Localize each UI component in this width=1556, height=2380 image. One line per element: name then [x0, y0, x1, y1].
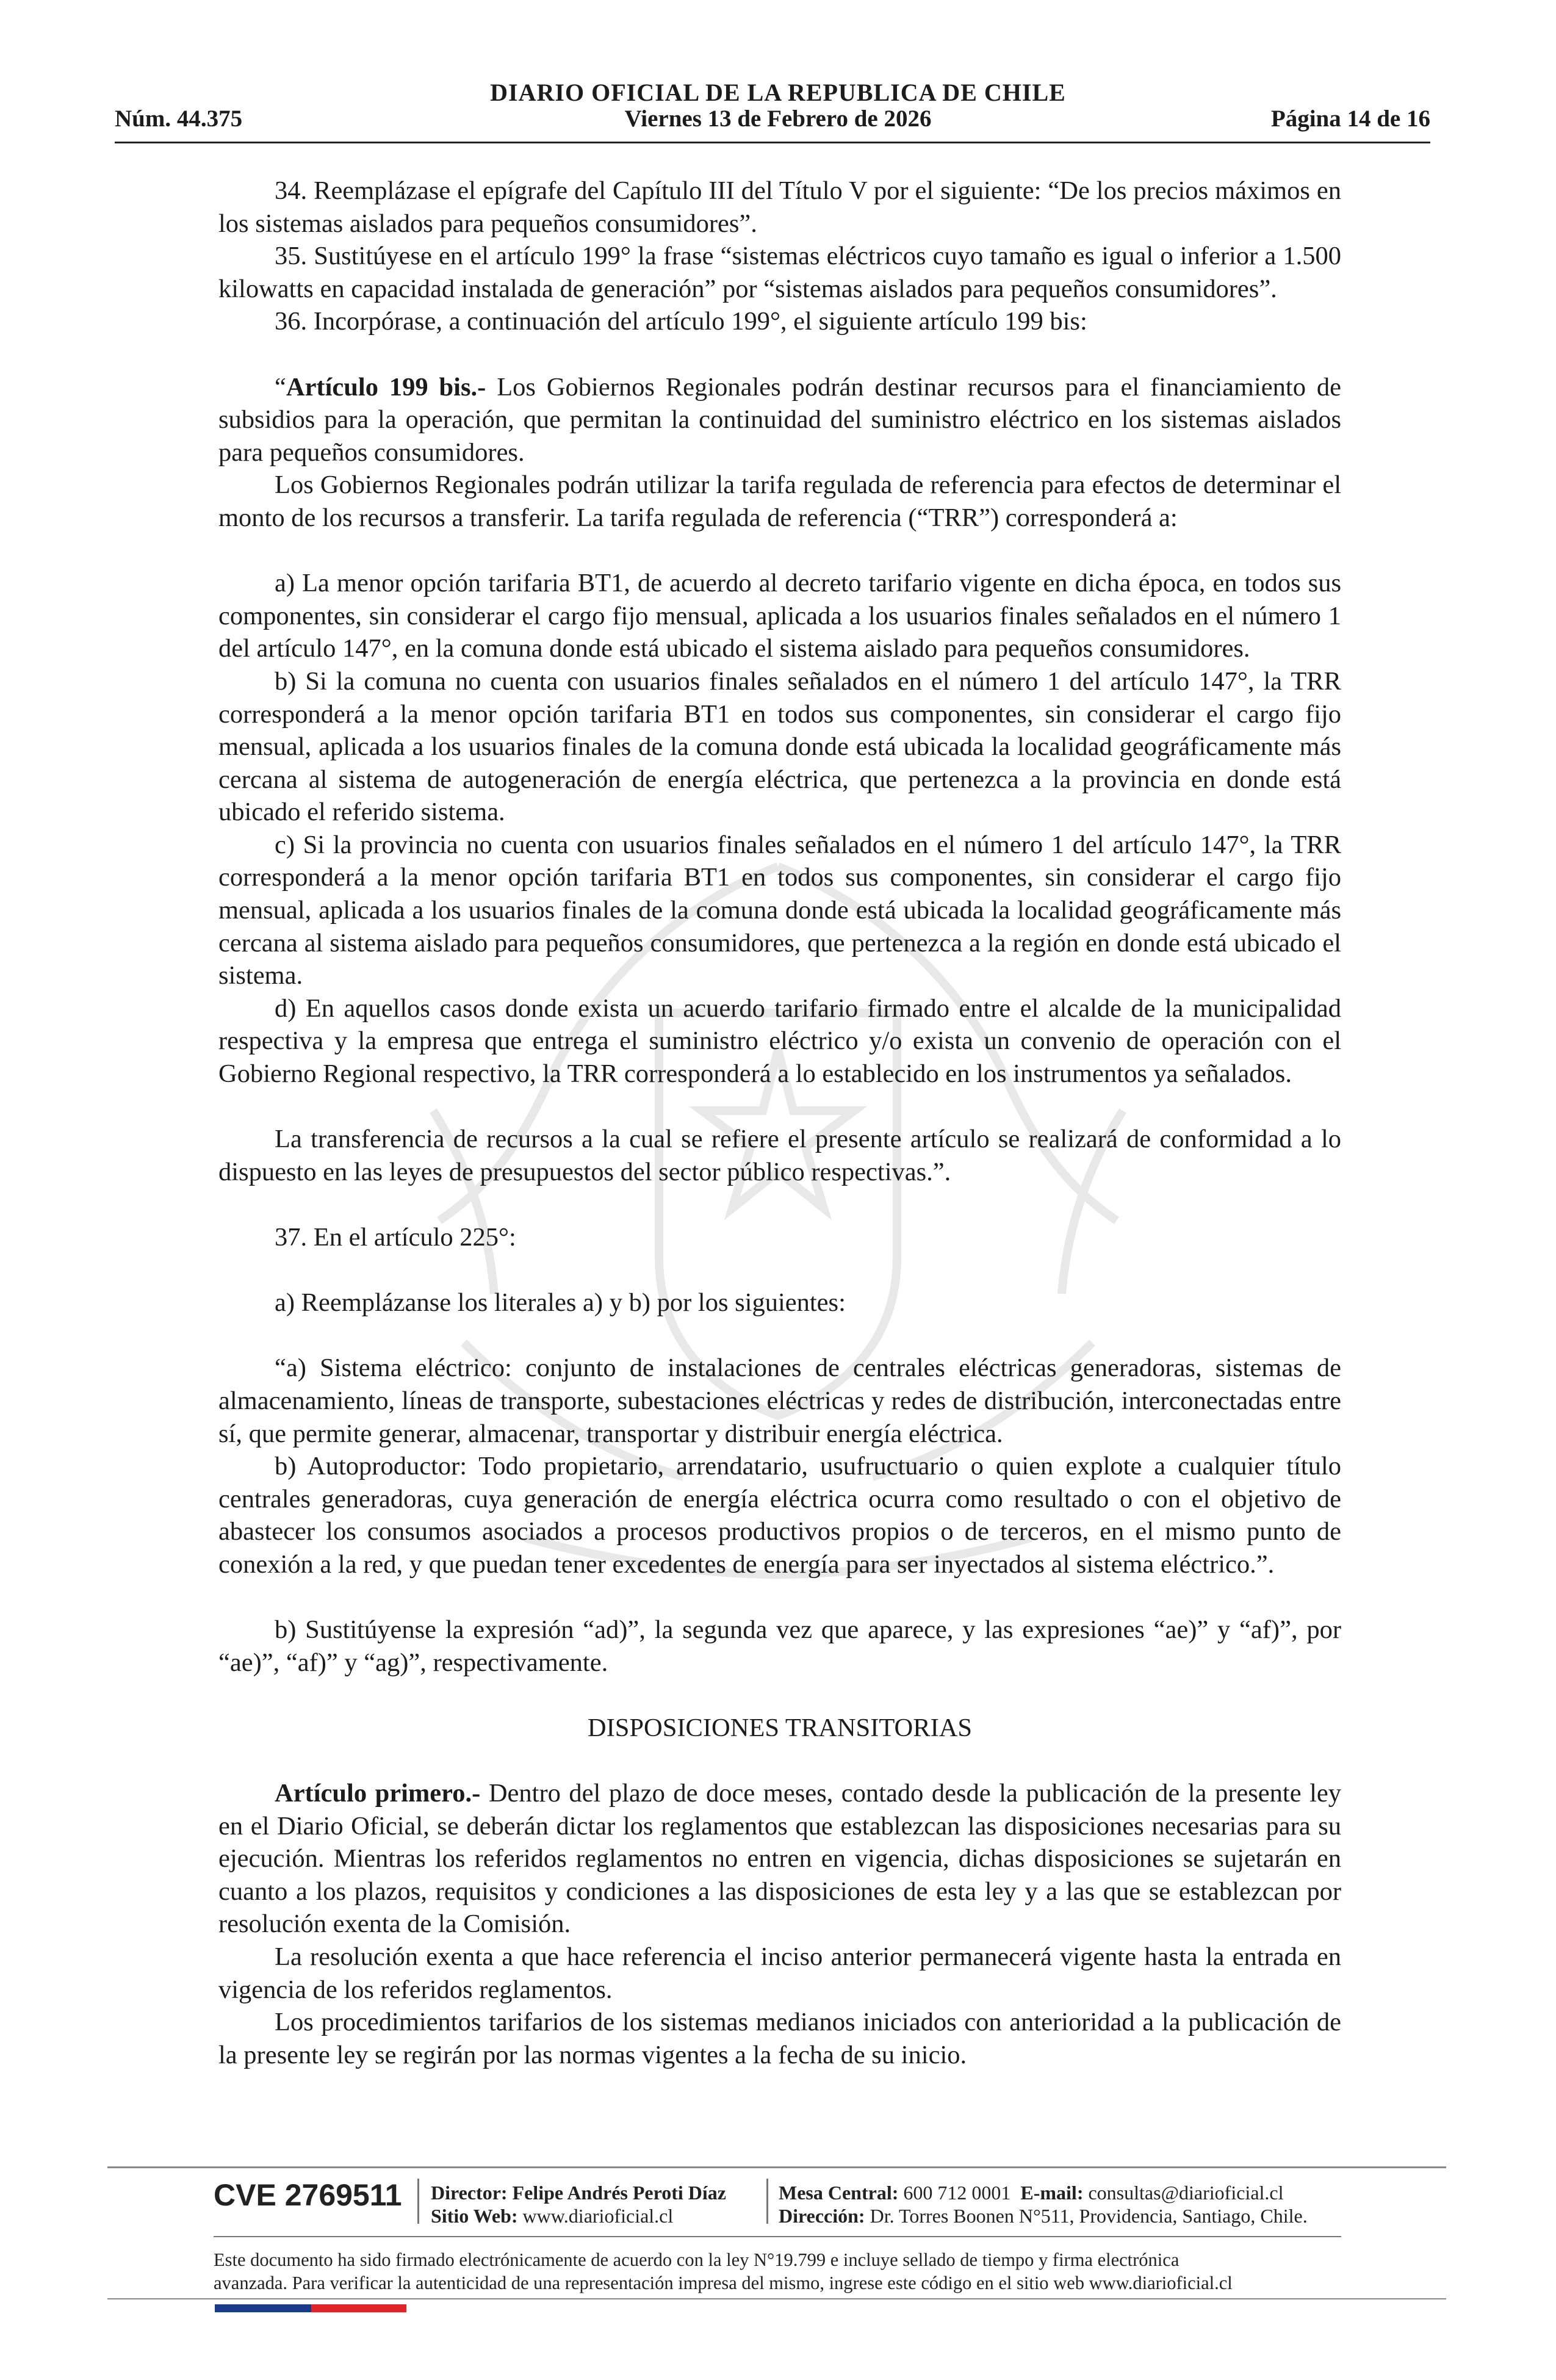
- literal-b: b) Si la comuna no cuenta con usuarios finales señalados en el número 1 del artículo 147°, la TRR corresponderá a la menor opción tarifaria BT1 en todos sus componentes, sin considerar el cargo fijo mensual, aplicada a los usuarios finales de la comuna donde está ubicada la localidad geográficamente más cercana al sistema de autogeneración de energía eléctrica, que pertenezca a la provincia en donde está ubicado el referido sistema.: [218, 666, 1341, 827]
- paragraph-trr-intro: Los Gobiernos Regionales podrán utilizar la tarifa regulada de referencia para efectos de determinar el monto de los recursos a transferir. La tarifa regulada de referencia (“TRR”) corresponderá a:: [218, 471, 1341, 532]
- director-label: Director:: [431, 2182, 508, 2204]
- footer-divider-top: [107, 2166, 1446, 2168]
- paragraph-resolucion: La resolución exenta a que hace referencia el inciso anterior permanecerá vigente hasta la entrada en vigencia de los referidos reglamentos.: [218, 1942, 1341, 2004]
- article-primero-heading: Artículo primero.-: [275, 1779, 481, 1808]
- issue-number: Núm. 44.375: [115, 106, 243, 132]
- address-label: Dirección:: [779, 2205, 865, 2227]
- website-label: Sitio Web:: [431, 2205, 518, 2227]
- mesa-phone: 600 712 0001: [898, 2182, 1011, 2204]
- literal-a: a) La menor opción tarifaria BT1, de acuerdo al decreto tarifario vigente en dicha época, en todos sus componentes, sin considerar el cargo fijo mensual, aplicada a los usuarios finales señalados en el número 1 del artículo 147°, en la comuna donde está ubicado el sistema aislado para pequeños consumidores.: [218, 569, 1341, 663]
- footer-divider-bottom: [107, 2298, 1446, 2299]
- document-body: [218, 175, 1341, 2071]
- email-label: E-mail:: [1020, 2182, 1084, 2204]
- definition-autoproductor: b) Autoproductor: Todo propietario, arrendatario, usufructuario o quien explote a cualquier título centrales generadoras, cuya generación de energía eléctrica ocurra como resultado o con el objetivo de abastecer los consumos asociados a procesos productivos propios o de terceros, en el mismo punto de conexión a la red, y que puedan tener excedentes de energía para ser inyectados al sistema eléctrico.”.: [218, 1452, 1341, 1579]
- flag-stripe-blue: [215, 2304, 311, 2312]
- paragraph-37: 37. En el artículo 225°:: [275, 1223, 516, 1252]
- footer-director-block: [431, 2181, 726, 2227]
- article-199-bis-paragraph: [218, 371, 1341, 469]
- footer-separator: [766, 2179, 768, 2224]
- newspaper-title: DIARIO OFICIAL DE LA REPUBLICA DE CHILE: [490, 79, 1066, 106]
- paragraph-36: 36. Incorpórase, a continuación del artículo 199°, el siguiente artículo 199 bis:: [275, 307, 1087, 336]
- footer-divider-middle: [214, 2236, 1341, 2237]
- paragraph-35: 35. Sustitúyese en el artículo 199° la frase “sistemas eléctricos cuyo tamaño es igual o inferior a 1.500 kilowatts en capacidad instalada de generación” por “sistemas aislados para pequeños consumidores”.: [218, 242, 1341, 303]
- article-199-bis-heading: Artículo 199 bis.-: [286, 372, 486, 402]
- paragraph-procedimientos: Los procedimientos tarifarios de los sistemas medianos iniciados con anterioridad a la publicación de la presente ley se regirán por las normas vigentes a la fecha de su inicio.: [218, 2008, 1341, 2069]
- open-quote: “: [275, 372, 286, 402]
- address-value: Dr. Torres Boonen N°511, Providencia, Santiago, Chile.: [865, 2205, 1308, 2227]
- director-name: Felipe Andrés Peroti Díaz: [507, 2182, 726, 2204]
- definition-sistema-electrico: “a) Sistema eléctrico: conjunto de instalaciones de centrales eléctricas generadoras, sistemas de almacenamiento, líneas de transporte, subestaciones eléctricas y redes de distribución, interconectadas entre sí, que permite generar, almacenar, transportar y distribuir energía eléctrica.: [218, 1354, 1341, 1448]
- section-heading: DISPOSICIONES TRANSITORIAS: [587, 1713, 973, 1742]
- email-link[interactable]: consultas@diarioficial.cl: [1083, 2182, 1284, 2204]
- legal-notice: [214, 2248, 1349, 2295]
- literal-c: c) Si la provincia no cuenta con usuarios finales señalados en el número 1 del artículo 147°, la TRR corresponderá a la menor opción tarifaria BT1 en todos sus componentes, sin considerar el cargo fijo mensual, aplicada a los usuarios finales de la comuna donde está ubicada la localidad geográficamente más cercana al sistema aislado para pequeños consumidores, que pertenezca a la región en donde está ubicado el sistema.: [218, 830, 1341, 990]
- cve-code: CVE 2769511: [214, 2178, 402, 2212]
- article-199-bis-text: Los Gobiernos Regionales podrán destinar recursos para el financiamiento de subsidios para la operación, que permitan la continuidad del suministro eléctrico en los sistemas aislados para pequeños consumidores.: [218, 372, 1341, 467]
- article-primero-text: Dentro del plazo de doce meses, contado desde la publicación de la presente ley en el Diario Oficial, se deberán dictar los reglamentos que establezcan las disposiciones necesarias para su ejecución. Mientras los referidos reglamentos no entren en vigencia, dichas disposiciones se sujetarán en cuanto a los plazos, requisitos y condiciones a las disposiciones de esta ley y a las que se establezcan por resolución exenta de la Comisión.: [218, 1779, 1341, 1939]
- literal-d: d) En aquellos casos donde exista un acuerdo tarifario firmado entre el alcalde de la municipalidad respectiva y la empresa que entrega el suministro eléctrico y/o exista un convenio de operación con el Gobierno Regional respectivo, la TRR corresponderá a lo establecido en los instrumentos ya señalados.: [218, 993, 1341, 1089]
- footer-separator: [417, 2179, 419, 2224]
- page-number: Página 14 de 16: [1270, 106, 1430, 132]
- footer-contact-block: [779, 2181, 1308, 2227]
- legal-notice-line: Este documento ha sido firmado electrónicamente de acuerdo con la ley N°19.799 e incluye sellado de tiempo y firma electrónica: [214, 2249, 1180, 2270]
- issue-date: Viernes 13 de Febrero de 2026: [624, 106, 932, 132]
- flag-stripe-red: [311, 2304, 406, 2312]
- header-divider: [115, 142, 1430, 143]
- paragraph-37-a: a) Reemplázanse los literales a) y b) por los siguientes:: [275, 1288, 846, 1318]
- paragraph-34: 34. Reemplázase el epígrafe del Capítulo III del Título V por el siguiente: “De los precios máximos en los sistemas aislados para pequeños consumidores”.: [218, 176, 1341, 238]
- legal-notice-line: avanzada. Para verificar la autenticidad de una representación impresa del mismo, ingrese este código en el sitio web www.diarioficial.cl: [214, 2273, 1233, 2293]
- mesa-label: Mesa Central:: [779, 2182, 899, 2204]
- paragraph-37-b: b) Sustitúyense la expresión “ad)”, la segunda vez que aparece, y las expresiones “ae)” y “af)”, por “ae)”, “af)” y “ag)”, respectivamente.: [218, 1615, 1341, 1677]
- paragraph-transfer: La transferencia de recursos a la cual se refiere el presente artículo se realizará de conformidad a lo dispuesto en las leyes de presupuestos del sector público respectivas.”.: [218, 1125, 1341, 1186]
- article-primero-paragraph: [218, 1777, 1341, 1941]
- website-link[interactable]: www.diarioficial.cl: [517, 2205, 674, 2227]
